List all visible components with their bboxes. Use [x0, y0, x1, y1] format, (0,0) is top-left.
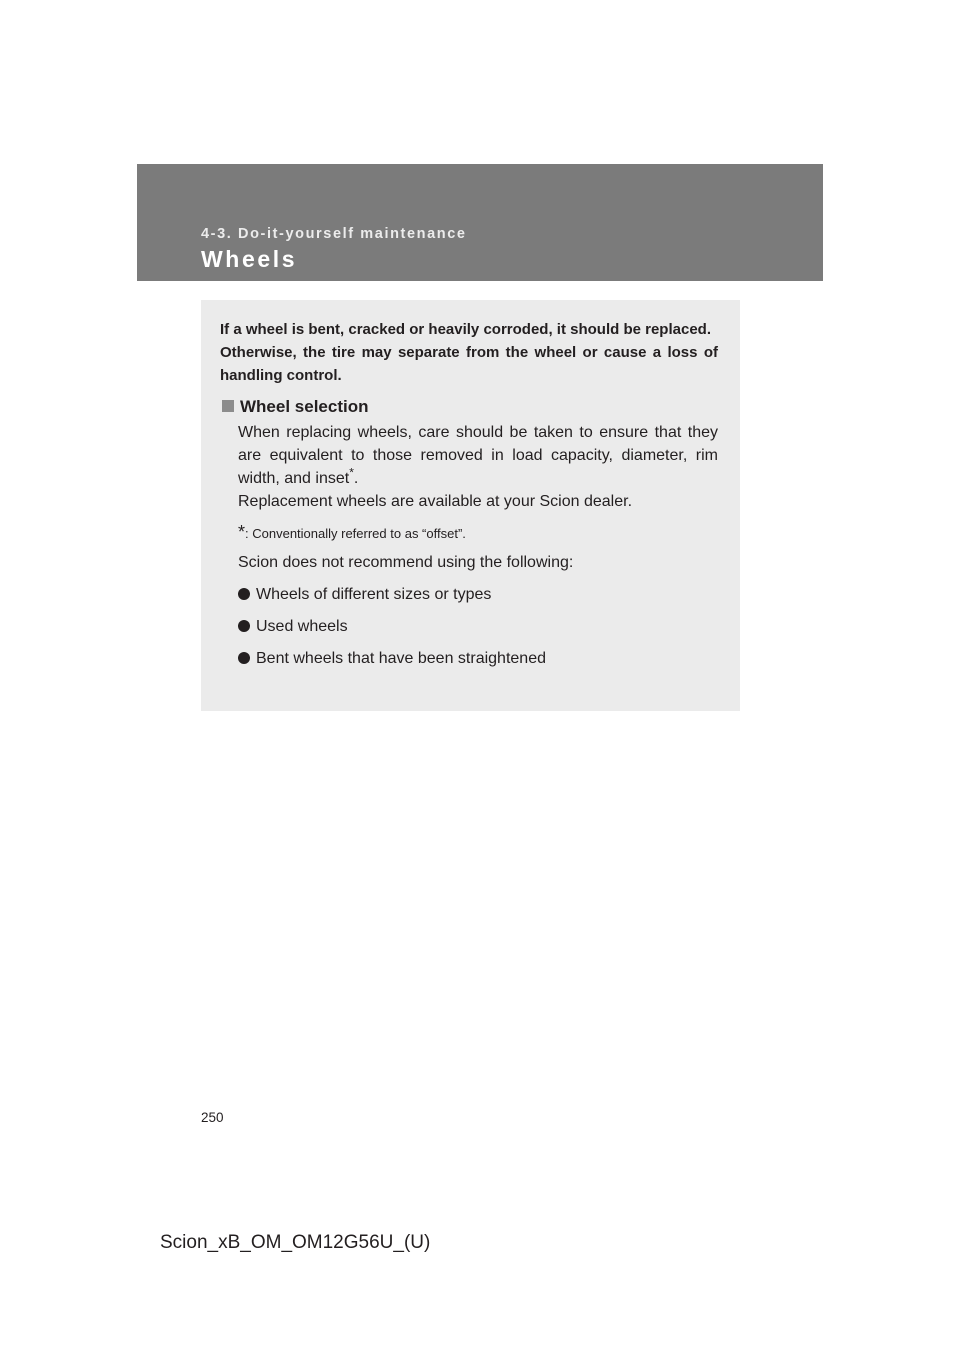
content-box [201, 300, 740, 711]
footnote [238, 523, 718, 543]
wheel-selection-text-2: Replacement wheels are available at your Scion dealer. [238, 493, 633, 510]
document-code: Scion_xB_OM_OM12G56U_(U) [160, 1232, 431, 1253]
footnote-text: : Conventionally referred to as “offset”. [245, 526, 466, 541]
list-item: Used wheels [238, 616, 718, 638]
square-bullet-icon [222, 400, 234, 412]
recommend-lead: Scion does not recommend using the following: [238, 554, 574, 571]
list-item: Bent wheels that have been straightened [238, 648, 718, 670]
asterisk-marker: * [349, 465, 354, 480]
wheel-selection-body [238, 421, 718, 513]
wheel-selection-heading [220, 395, 718, 419]
intro-text [220, 318, 718, 387]
wheel-selection-text-1: When replacing wheels, care should be taken to ensure that they are equivalent to those removed in load capacity, diameter, rim width, and inset [238, 424, 718, 487]
page-number: 250 [201, 1110, 224, 1125]
page-title: Wheels [201, 246, 298, 272]
bullet-dot-icon [238, 588, 250, 600]
sentence-period: . [353, 470, 359, 487]
section-label: 4-3. Do-it-yourself maintenance [201, 226, 467, 242]
section-header-bar [137, 164, 823, 281]
bullet-dot-icon [238, 652, 250, 664]
intro-line-2: Otherwise, the tire may separate from the wheel or cause a loss of handling control. [220, 344, 718, 384]
bullet-dot-icon [238, 620, 250, 632]
list-item: Wheels of different sizes or types [238, 584, 718, 606]
wheel-selection-heading-text: Wheel selection [240, 397, 369, 416]
intro-line-1: If a wheel is bent, cracked or heavily corroded, it should be replaced. [220, 321, 711, 338]
footnote-marker: * [238, 522, 246, 542]
